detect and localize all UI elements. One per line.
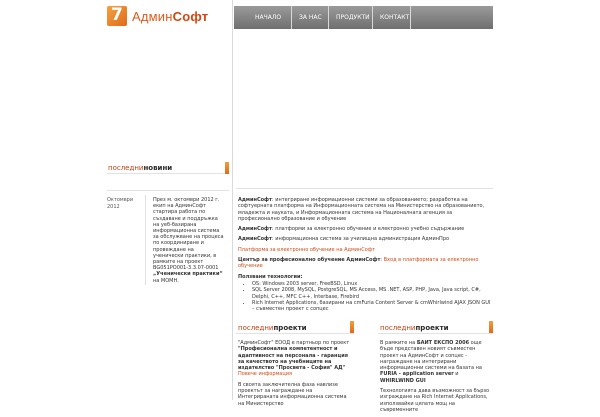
main-p2-text: : платформи за електронно обучение и електронно учебно съдържание <box>271 226 465 233</box>
projects-heading-right-light: последни <box>380 324 416 332</box>
projects-heading-right <box>380 324 449 332</box>
tech-list-item: • SQL Server 2008, MySQL, PostgreSQL, MS Access, MS .NET, ASP, PHP, Java, Java script, C#, Delphi, C++, MFC C++, Interbase, Firebird <box>252 287 493 300</box>
main-paragraph-3 <box>238 236 493 242</box>
news-heading-rule <box>107 173 229 174</box>
right-bold-3: WHIRLWIND GUI <box>380 377 426 384</box>
project-title: "Професионална компетентност и адаптивност на персонала - гаранция за качеството на учебниците на издателство "Просвета - София" АД" <box>238 346 348 372</box>
tech-list-item: • OS: Windows 2003 server, FreeBSD, Linux <box>252 281 493 287</box>
main-p1-text: : интегриране информационни системи за образованието; разработка на софтуерната платформа на Информационната система на Министерство на образованието, младежта и науката, и Информационната система на Националната агенция за професионално образование и обучение <box>238 197 485 222</box>
projects-heading-bold: проекти <box>273 324 307 332</box>
main-paragraph-4 <box>238 257 493 270</box>
logo-mark-icon: 7 <box>107 6 127 26</box>
nav-item-home[interactable]: НАЧАЛО <box>255 14 282 21</box>
main-p4-text: : <box>380 257 384 264</box>
projects-column <box>238 340 350 411</box>
right-bold-1: БАИТ ЕКСПО 2006 <box>416 340 470 346</box>
main-p2-bold: АдминСофт <box>238 226 272 233</box>
news-heading <box>108 164 172 172</box>
main-paragraph-1 <box>238 197 493 222</box>
project-item <box>238 340 350 378</box>
logo-text-part1: Админ <box>132 8 173 24</box>
right-item <box>380 340 493 384</box>
news-date: Октомври 2012 <box>107 197 134 210</box>
main-p1-bold: АдминСофт <box>238 197 272 203</box>
logo[interactable] <box>107 4 208 28</box>
news-text-bold: „Ученически практики“ <box>153 271 223 278</box>
news-text-before: През м. октомври 2012 г. екип на АдминСофт стартира работа по създаване и поддръжка на уеб-базирана информационна система за обслужване на процеса по координиране и провеждане на ученически практики, в рамките на проект BG051PO001-3.3.07-0001 <box>153 197 224 272</box>
nav-divider <box>410 6 411 29</box>
news-heading-marker <box>225 162 229 174</box>
right-text-1: В рамките на <box>380 340 417 346</box>
right-text-3: и <box>453 371 459 378</box>
main-p4-bold: Център за професионално обучение АдминСофт <box>238 257 381 264</box>
main-p3-text: : информационна система за училищна администрация АдминПро <box>271 236 450 243</box>
right-heading-rule <box>378 333 493 334</box>
main-paragraph-2 <box>238 226 493 232</box>
nav-item-about[interactable]: ЗА НАС <box>299 14 322 21</box>
news-text-after: на МОМН. <box>153 277 179 284</box>
projects-heading-right-marker <box>489 321 493 333</box>
main-top-rule <box>236 188 493 189</box>
project-item-2: В своята заключителна фаза навлизе проектът за награждане на Интегрираната информационна система на Министерство <box>238 381 347 407</box>
tech-list-item: • Rich Internet Applications, базирани на cmFuria Content Server & cmWhirlwind AJAX JSON GUI – съвместен проект с сопцес <box>252 300 493 313</box>
main-paragraph-link <box>238 247 493 253</box>
projects-heading-light: последни <box>238 324 274 332</box>
nav-item-contact[interactable]: КОНТАКТ <box>380 14 410 21</box>
logo-text-part2: Софт <box>172 8 209 24</box>
main-p3-bold: АдминСофт <box>238 236 272 243</box>
nav-item-products[interactable]: ПРОДУКТИ <box>336 14 370 21</box>
right-item-2: Технологията дава възможност за бързо изграждане на Rich Internet Applications, използвайки цялата мощ на съвременните <box>380 388 490 413</box>
tech-heading-text: Ползвани технологии: <box>238 273 303 280</box>
column-divider <box>232 0 233 400</box>
projects-heading-right-bold: проекти <box>415 324 449 332</box>
right-bold-2: FURIA - application server <box>380 371 454 378</box>
news-heading-bold: новини <box>143 164 173 172</box>
tech-list <box>252 281 493 312</box>
news-divider <box>145 195 146 285</box>
elearning-platform-link[interactable]: Платформа за електронно обучение на АдминСофт <box>238 246 376 253</box>
right-text-2: още бъде представен новият съвместен проект на АдминСофт и сопцес - награждане на интегрирани информационни системи на базата на <box>380 340 482 372</box>
news-item-text <box>153 197 225 284</box>
more-info-link[interactable]: Повече информация <box>238 371 292 378</box>
news-heading-light: последни <box>108 164 144 172</box>
projects-heading-rule <box>236 333 354 334</box>
projects-heading <box>238 324 307 332</box>
main-content <box>238 197 493 312</box>
right-column <box>380 340 493 417</box>
tech-heading <box>238 274 493 280</box>
news-top-rule <box>107 190 229 191</box>
projects-heading-marker <box>350 321 354 333</box>
logo-text <box>132 9 208 24</box>
platform-login-link[interactable]: Вход в платформата за електронно обучение <box>238 257 479 270</box>
project-text: "АдминСофт" ЕООД е партньор по проект <box>238 340 350 346</box>
main-nav <box>234 6 493 29</box>
